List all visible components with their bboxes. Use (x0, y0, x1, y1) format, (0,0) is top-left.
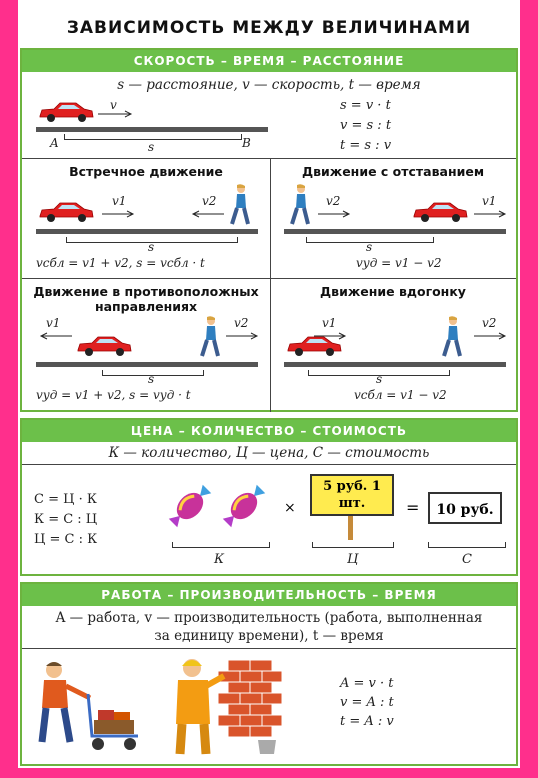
point-b-label: B (242, 136, 251, 150)
case-catchup-title: Движение вдогонку (320, 284, 466, 299)
price-divider (22, 464, 516, 465)
arrow-left-icon (190, 210, 224, 218)
worker-cart-icon (32, 658, 150, 754)
work-formula-3: t = A : v (340, 714, 394, 729)
road-oncoming (36, 229, 258, 234)
case-opposite-title: Движение в противоположных направлениях (33, 284, 259, 314)
case-catchup-formula: vсбл = v1 − v2 (354, 388, 447, 402)
page-title: ЗАВИСИМОСТЬ МЕЖДУ ВЕЛИЧИНАМИ (66, 18, 472, 38)
speed-formula-3: t = s : v (340, 138, 392, 153)
arrow-right-icon (102, 210, 136, 218)
case-lagging-v2: v2 (326, 194, 341, 208)
label-s: С (462, 552, 472, 567)
road-catchup (284, 362, 506, 367)
distance-s-label: s (148, 140, 155, 154)
point-a-label: A (50, 136, 59, 150)
price-sign-pole (348, 516, 353, 540)
case-oncoming-v1: v1 (112, 194, 127, 208)
speed-divider-2 (22, 278, 516, 279)
arrow-left-icon (38, 332, 72, 340)
walking-man-icon (228, 184, 254, 226)
work-legend-line1: A — работа, v — производительность (работа, выполненная (55, 610, 483, 626)
price-formula-2: К = С : Ц (34, 512, 98, 527)
label-c: Ц (347, 552, 359, 567)
case-lagging-v1: v1 (482, 194, 497, 208)
brace-quantity (172, 542, 270, 548)
price-section (20, 418, 518, 576)
speed-header: СКОРОСТЬ – ВРЕМЯ – РАССТОЯНИЕ (22, 50, 516, 72)
price-header: ЦЕНА – КОЛИЧЕСТВО – СТОИМОСТЬ (22, 420, 516, 442)
case-opposite-v2: v2 (234, 316, 249, 330)
speed-section (20, 48, 518, 412)
case-catchup-s: s (376, 372, 383, 386)
case-catchup-v2: v2 (482, 316, 497, 330)
case-lagging-title: Движение с отставанием (301, 164, 485, 179)
case-opposite-s: s (148, 372, 155, 386)
speed-formula-1: s = v · t (340, 98, 391, 113)
case-catchup-v1: v1 (322, 316, 337, 330)
arrow-right-icon (226, 332, 260, 340)
brace-price (312, 542, 394, 548)
arrow-right-icon (474, 210, 508, 218)
red-car-icon (36, 100, 96, 124)
speed-v-label: v (110, 98, 117, 112)
road-main (36, 127, 268, 132)
equals-sign: = (406, 498, 420, 517)
speed-divider-1 (22, 158, 516, 159)
bricklayer-icon (158, 654, 286, 758)
case-lagging-s: s (366, 240, 373, 254)
red-car-icon (410, 200, 470, 224)
speed-arrow (98, 110, 134, 118)
walking-man-icon (198, 316, 224, 358)
price-sign-text: 5 руб. 1 шт. (323, 479, 381, 511)
work-header: РАБОТА – ПРОИЗВОДИТЕЛЬНОСТЬ – ВРЕМЯ (22, 584, 516, 606)
candy-icon (162, 476, 218, 536)
label-k: К (214, 552, 225, 567)
brace-cost (428, 542, 506, 548)
walking-man-icon (440, 316, 466, 358)
speed-legend: s — расстояние, v — скорость, t — время (117, 77, 421, 93)
red-car-icon (36, 200, 96, 224)
cost-box: 10 руб. (428, 492, 502, 524)
case-opposite-v1: v1 (46, 316, 61, 330)
price-formula-3: Ц = С : К (34, 532, 98, 547)
case-oncoming-title: Встречное движение (69, 164, 223, 179)
road-lagging (284, 229, 506, 234)
speed-formula-2: v = s : t (340, 118, 392, 133)
work-legend-line2: за единицу времени), t — время (154, 628, 384, 644)
times-sign: × (284, 500, 296, 516)
candy-icon (216, 476, 272, 536)
price-formula-1: С = Ц · К (34, 492, 97, 507)
road-opposite (36, 362, 258, 367)
case-oncoming-v2: v2 (202, 194, 217, 208)
arrow-right-icon (318, 210, 352, 218)
red-car-icon (74, 334, 134, 358)
arrow-right-icon (314, 332, 348, 340)
case-oncoming-formula: vсбл = v1 + v2, s = vсбл · t (36, 256, 205, 270)
case-oncoming-s: s (148, 240, 155, 254)
work-formula-1: A = v · t (340, 676, 394, 691)
case-lagging-formula: vуд = v1 − v2 (356, 256, 442, 270)
price-legend: К — количество, Ц — цена, С — стоимость (108, 445, 430, 461)
work-formula-2: v = A : t (340, 695, 394, 710)
work-section (20, 582, 518, 766)
work-divider (22, 648, 516, 649)
walking-man-icon (288, 184, 314, 226)
case-opposite-formula: vуд = v1 + v2, s = vуд · t (36, 388, 191, 402)
arrow-right-icon (474, 332, 508, 340)
